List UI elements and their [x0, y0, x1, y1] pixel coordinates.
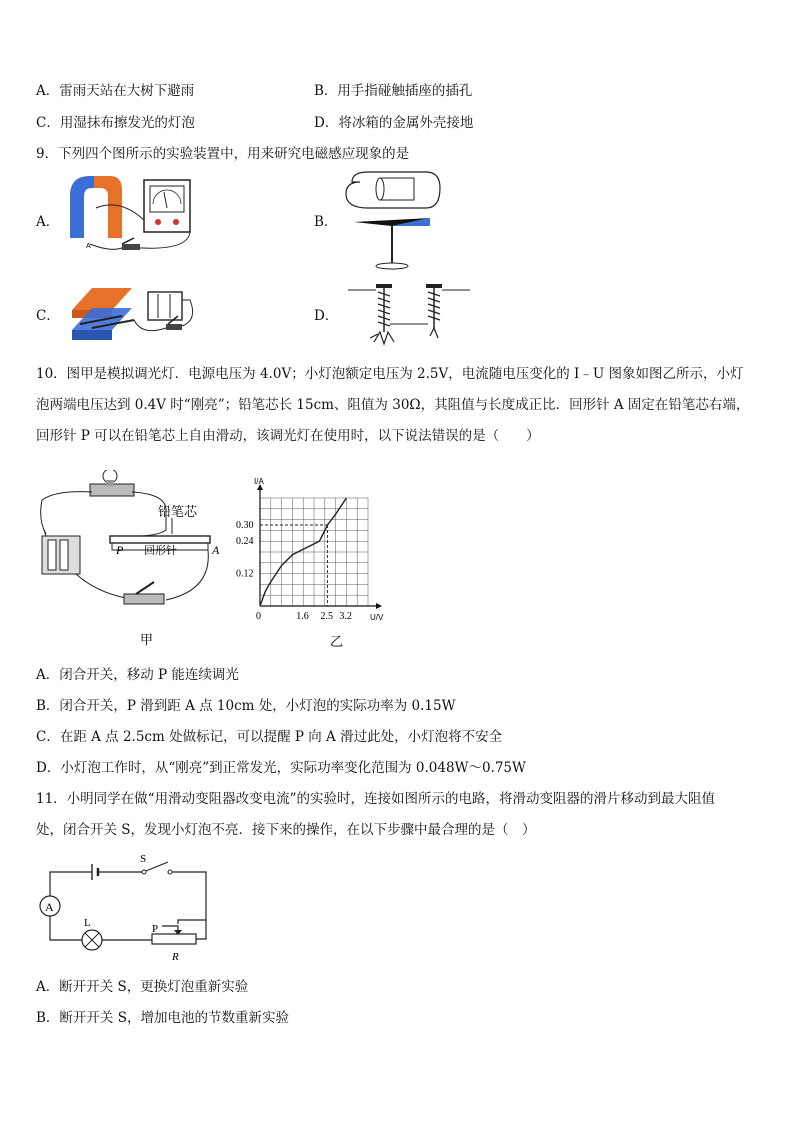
graph-y-axis-label: I/A	[254, 477, 264, 486]
q11-circuit-figure	[36, 850, 216, 974]
q11-option-b: B．断开开关 S，增加电池的节数重新实验	[36, 1010, 289, 1026]
y-tick-label: 0.12	[236, 568, 254, 580]
q9-figure-c-magnet-battery	[62, 280, 202, 348]
graph-grid	[260, 498, 368, 606]
q9-fig-a-point-label: A	[86, 243, 91, 250]
q10-stem-line1: 10．图甲是模拟调光灯．电源电压为 4.0V；小灯泡额定电压为 2.5V，电流随电压变化的 I﹣U 图象如图乙所示，小灯	[36, 366, 744, 382]
rheostat-icon	[152, 934, 196, 944]
q11-rheostat-label: R	[172, 951, 179, 963]
q8-option-d: D．将冰箱的金属外壳接地	[314, 115, 474, 131]
q9-stem: 9．下列四个图所示的实验装置中，用来研究电磁感应现象的是	[36, 146, 410, 162]
q9-label-b: B．	[314, 214, 338, 230]
q8-option-b: B．用手指碰触插座的插孔	[314, 83, 473, 99]
graph-reference-lines	[260, 525, 328, 606]
graph-axes	[257, 484, 382, 609]
q11-option-a: A．断开开关 S，更换灯泡重新实验	[36, 979, 249, 995]
q10-clip-label: 回形针	[144, 544, 177, 557]
x-tick-label: 2.5	[320, 611, 333, 622]
q8-option-c: C．用湿抹布擦发光的灯泡	[36, 115, 195, 131]
q9-label-c: C．	[36, 308, 60, 324]
q11-lamp-label: L	[84, 917, 91, 929]
q9-label-a: A．	[36, 214, 60, 230]
q10-stem-line2: 泡两端电压达到 0.4V 时“刚亮”；铅笔芯长 15cm、阻值为 30Ω，其阻值与长度成正比．回形针 A 固定在铅笔芯右端，	[36, 397, 750, 413]
x-tick-label: 3.2	[339, 611, 352, 622]
q9-label-d: D．	[314, 308, 339, 324]
graph-origin-label: 0	[256, 611, 261, 622]
x-axis-arrow	[376, 603, 382, 609]
x-tick-label: 1.6	[296, 611, 309, 622]
q10-graph-caption: 乙	[330, 635, 344, 650]
y-tick-label: 0.24	[236, 536, 254, 548]
q10-p-label: P	[116, 543, 124, 557]
q10-pencil-lead-label: 铅笔芯	[158, 505, 198, 520]
q10-circuit-figure	[36, 470, 236, 652]
q10-option-b: B．闭合开关，P 滑到距 A 点 10cm 处，小灯泡的实际功率为 0.15W	[36, 698, 456, 714]
q11-slider-label: P	[152, 923, 159, 935]
q10-stem-line3: 回形针 P 可以在铅笔芯上自由滑动，该调光灯在使用时，以下说法错误的是（ ）	[36, 428, 540, 444]
graph-x-axis-label: U/V	[370, 613, 384, 622]
q10-iu-graph	[232, 474, 408, 652]
q10-option-d: D．小灯泡工作时，从“刚亮”到正常发光，实际功率变化范围为 0.048W～0.75W	[36, 760, 526, 776]
q11-stem-line2: 处，闭合开关 S，发现小灯泡不亮．接下来的操作，在以下步骤中最合理的是（ ）	[36, 822, 536, 838]
q9-figure-a-magnet-galvanometer	[60, 168, 210, 260]
graph-ticks	[236, 520, 352, 622]
q9-figure-d-electromagnets	[346, 280, 472, 352]
q11-ammeter-label: A	[45, 900, 54, 914]
q11-switch-label: S	[140, 853, 147, 865]
q9-figure-b-coil-needle	[340, 168, 452, 272]
q10-circuit-caption: 甲	[140, 633, 154, 648]
y-tick-label: 0.30	[236, 520, 254, 531]
q8-option-a: A．雷雨天站在大树下避雨	[36, 83, 195, 99]
q11-stem-line1: 11．小明同学在做“用滑动变阻器改变电流”的实验时，连接如图所示的电路，将滑动变阻器的滑片移动到最大阻值	[36, 791, 715, 807]
q10-option-c: C．在距 A 点 2.5cm 处做标记，可以提醒 P 向 A 滑过此处，小灯泡将不安全	[36, 729, 503, 745]
q10-a-label: A	[212, 543, 220, 557]
q10-option-a: A．闭合开关，移动 P 能连续调光	[36, 667, 239, 683]
